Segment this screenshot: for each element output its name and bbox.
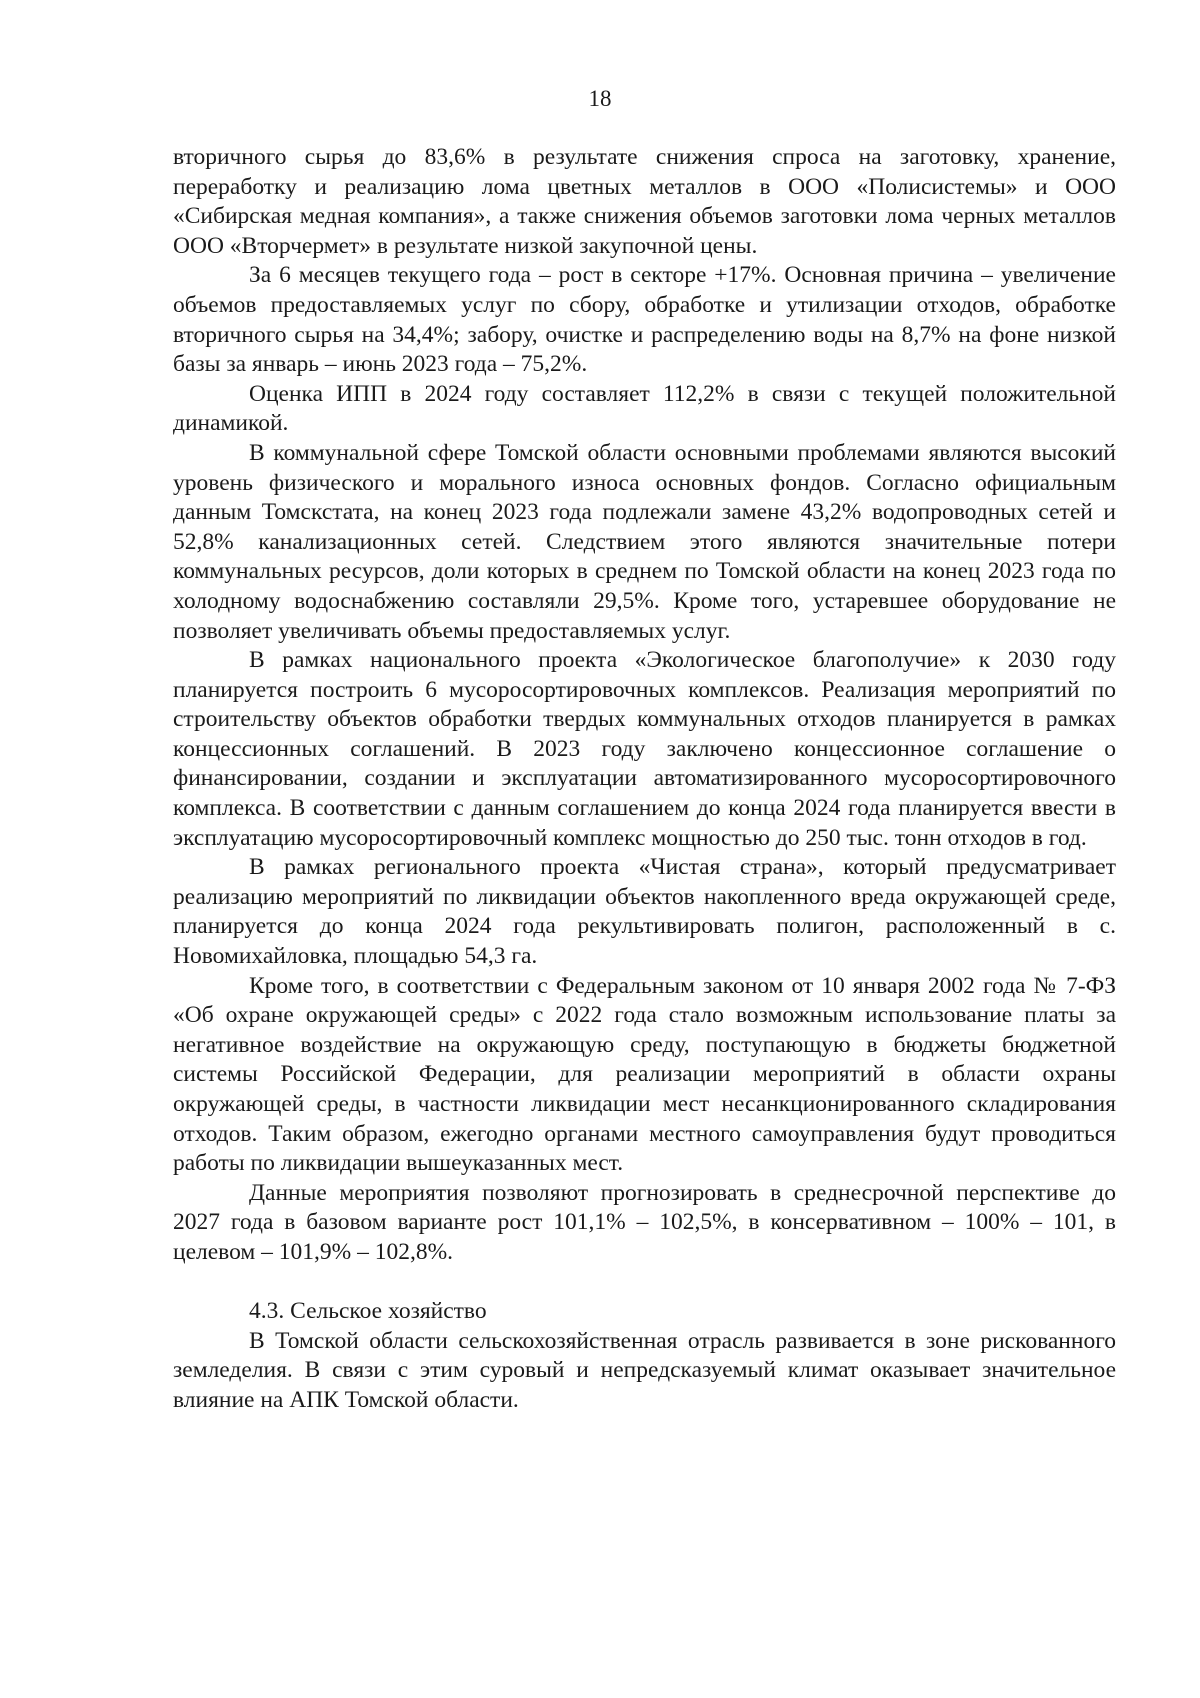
page-number: 18 (588, 86, 612, 111)
paragraph: Оценка ИПП в 2024 году составляет 112,2% в связи с текущей положительной динамикой. (173, 380, 1116, 437)
paragraph: За 6 месяцев текущего года – рост в секторе +17%. Основная причина – увеличение объемов предоставляемых услуг по сбору, обработке и утилизации отходов, обработке вторичного сырья на 34,4%; забору, очистке и распределению воды на 8,7% на фоне низкой базы за январь – июнь 2023 года – 75,2%. (173, 262, 1116, 378)
paragraph: В Томской области сельскохозяйственная отрасль развивается в зоне рискованного земледелия. В связи с этим суровый и непредсказуемый климат оказывает значительное влияние на АПК Томской области. (173, 1327, 1116, 1413)
paragraph: Кроме того, в соответствии с Федеральным законом от 10 января 2002 года № 7-ФЗ «Об охране окружающей среды» с 2022 года стало возможным использование платы за негативное воздействие на окружающую среду, поступающую в бюджеты бюджетной системы Российской Федерации, для реализации мероприятий в области охраны окружающей среды, в частности ликвидации мест несанкционированного складирования отходов. Таким образом, ежегодно органами местного самоуправления будут проводиться работы по ликвидации вышеуказанных мест. (173, 972, 1116, 1177)
paragraph: Данные мероприятия позволяют прогнозировать в среднесрочной перспективе до 2027 года в базовом варианте рост 101,1% – 102,5%, в консервативном – 100% – 101, в целевом – 101,9% – 102,8%. (173, 1179, 1116, 1265)
page-body (173, 143, 1116, 1416)
paragraph: В коммунальной сфере Томской области основными проблемами являются высокий уровень физического и морального износа основных фондов. Согласно официальным данным Томскстата, на конец 2023 года подлежали замене 43,2% водопроводных сетей и 52,8% канализационных сетей. Следствием этого являются значительные потери коммунальных ресурсов, доли которых в среднем по Томской области на конец 2023 года по холодному водоснабжению составляли 29,5%. Кроме того, устаревшее оборудование не позволяет увеличивать объемы предоставляемых услуг. (173, 439, 1116, 644)
paragraph: вторичного сырья до 83,6% в результате снижения спроса на заготовку, хранение, переработку и реализацию лома цветных металлов в ООО «Полисистемы» и ООО «Сибирская медная компания», а также снижения объемов заготовки лома черных металлов ООО «Вторчермет» в результате низкой закупочной цены. (173, 144, 1116, 259)
paragraph: В рамках национального проекта «Экологическое благополучие» к 2030 году планируется построить 6 мусоросортировочных комплексов. Реализация мероприятий по строительству объектов обработки твердых коммунальных отходов планируется в рамках концессионных соглашений. В 2023 году заключено концессионное соглашение о финансировании, создании и эксплуатации автоматизированного мусоросортировочного комплекса. В соответствии с данным соглашением до конца 2024 года планируется ввести в эксплуатацию мусоросортировочный комплекс мощностью до 250 тыс. тонн отходов в год. (173, 647, 1116, 851)
paragraph: В рамках регионального проекта «Чистая страна», который предусматривает реализацию мероприятий по ликвидации объектов накопленного вреда окружающей среде, планируется до конца 2024 года рекультивировать полигон, расположенный в с. Новомихайловка, площадью 54,3 га. (173, 854, 1116, 970)
section-heading: 4.3. Сельское хозяйство (249, 1298, 487, 1325)
